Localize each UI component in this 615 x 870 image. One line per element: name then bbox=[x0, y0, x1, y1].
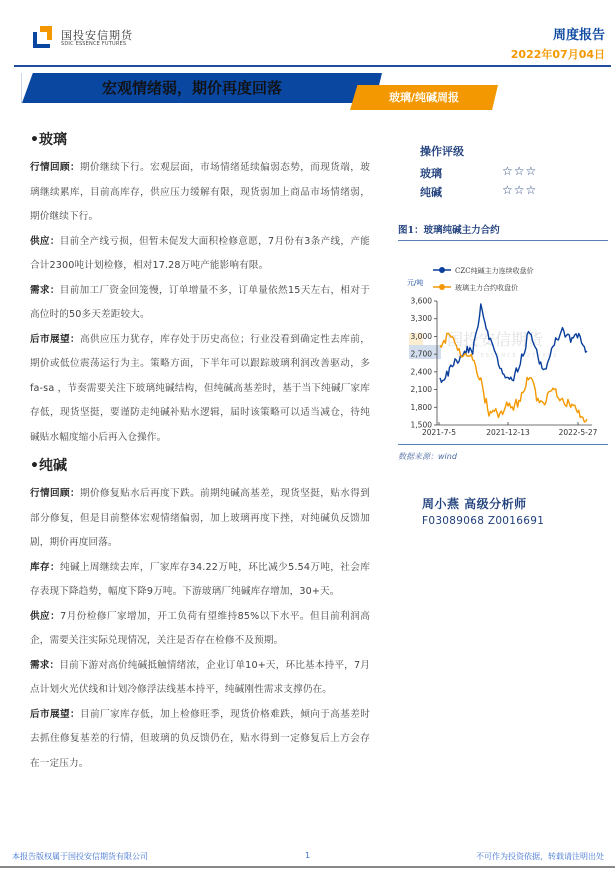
paragraph-text: 目前厂家库存低，加上检修旺季，现货价格难跌，倾向于高基差时去抓住修复基差的行情，但玻璃的负反馈仍在，贴水得到一定修复后上方会存在一定压力。 bbox=[30, 708, 370, 769]
paragraph-text: 期价继续下行。宏观层面，市场情绪延续偏弱态势，而现货端，玻璃继续累库，目前高库存，供应压力缓解有限，现货弱加上商品市场情绪弱，期价继续下行。 bbox=[30, 162, 370, 222]
data-source: 数据来源：wind bbox=[398, 452, 457, 461]
svg-text:3,600: 3,600 bbox=[410, 296, 432, 306]
price-chart bbox=[395, 245, 615, 445]
svg-text:国投安信期货: 国投安信期货 bbox=[447, 330, 544, 349]
paragraph bbox=[30, 605, 370, 654]
page-number: 1 bbox=[305, 851, 311, 860]
paragraph-text: 7月份检修厂家增加，开工负荷有望维持85%以下水平。但目前利润高企，需要关注实际兑现情况，关注是否存在检修不及预期。 bbox=[30, 610, 371, 646]
logo-chinese-name: 国投安信期货 bbox=[61, 29, 133, 42]
star-rating-icon: ☆☆☆ bbox=[502, 183, 538, 197]
paragraph bbox=[30, 230, 370, 279]
paragraph-text: 高供应压力犹存，库存处于历史高位；行业没看到确定性去库前，期价或低位震荡运行为主。策略方面，下半年可以跟踪玻璃利润改善驱动，多fa-sa ，节奏需要关注下玻璃纯碱结构，但纯碱高基差时，基于当下纯碱厂家库存低，现货坚挺，要谨防走纯碱补贴水逻辑，届时该策略可以适当减仓，待纯碱贴水幅度缩小后再入仓操作。 bbox=[30, 333, 370, 443]
paragraph-label: 行情回顾： bbox=[30, 488, 81, 499]
figure-divider bbox=[398, 240, 608, 241]
svg-text:2,700: 2,700 bbox=[410, 349, 432, 359]
svg-text:SDIC ESSENCE FUTURES: SDIC ESSENCE FUTURES bbox=[457, 353, 559, 359]
svg-text:CZC纯碱主力连续收盘价: CZC纯碱主力连续收盘价 bbox=[455, 267, 534, 275]
report-date: 2022年07月04日 bbox=[510, 48, 605, 61]
company-logo bbox=[33, 26, 173, 52]
paragraph-label: 需求： bbox=[30, 659, 60, 671]
logo-icon bbox=[33, 26, 53, 48]
paragraph-text: 目前全产线亏损，但暂未促发大面积检修意愿，7月份有3条产线，产能合计2300吨计划检修，相对17.28万吨产能影响有限。 bbox=[30, 235, 370, 271]
svg-text:2022-5-27: 2022-5-27 bbox=[558, 428, 598, 437]
svg-text:2021-12-13: 2021-12-13 bbox=[486, 428, 530, 437]
section-soda-ash bbox=[30, 454, 370, 776]
paragraph-label: 需求： bbox=[30, 284, 60, 296]
report-title: 宏观情绪弱，期价再度回落 bbox=[101, 79, 282, 97]
disclaimer: 不可作为投资依据，转载请注明出处 bbox=[476, 852, 604, 861]
rating-title: 操作评级 bbox=[420, 145, 464, 158]
paragraph-text: 目前下游对高价纯碱抵触情绪浓，企业订单10+天，环比基本持平，7月点计划火光伏线和计划冷修浮法线基本持平，纯碱刚性需求支撑仍在。 bbox=[30, 659, 370, 695]
svg-text:3,300: 3,300 bbox=[410, 314, 432, 324]
svg-text:1,800: 1,800 bbox=[410, 402, 432, 412]
figure-divider bbox=[398, 444, 608, 445]
svg-text:元/吨: 元/吨 bbox=[407, 279, 424, 287]
analyst-name: 周小燕 高级分析师 bbox=[422, 497, 527, 511]
rating-item-name: 纯碱 bbox=[420, 186, 442, 199]
paragraph bbox=[30, 328, 370, 451]
svg-text:2,100: 2,100 bbox=[410, 385, 432, 395]
paragraph-label: 供应： bbox=[30, 610, 61, 622]
section-heading: •纯碱 bbox=[30, 458, 67, 474]
paragraph-label: 库存： bbox=[30, 561, 60, 573]
footer-divider bbox=[0, 866, 615, 868]
paragraph-text: 纯碱上周继续去库，厂家库存34.22万吨，环比减少5.54万吨，社会库存表现下降趋势，幅度下降9万吨。下游玻璃厂纯碱库存增加，30+天。 bbox=[30, 561, 371, 597]
paragraph-label: 后市展望： bbox=[30, 708, 81, 720]
paragraph bbox=[30, 279, 370, 328]
paragraph-text: 期价修复贴水后再度下跌。前期纯碱高基差，现货坚挺，贴水得到部分修复，但是目前整体宏观情绪偏弱，加上玻璃再度下挫，对纯碱负反馈加剧，期价再度回落。 bbox=[30, 488, 370, 548]
paragraph bbox=[30, 482, 370, 556]
analysis-column bbox=[30, 128, 370, 776]
page-footer bbox=[0, 847, 615, 867]
paragraph bbox=[30, 556, 370, 605]
analyst-license-ids: F03089068 Z0016691 bbox=[422, 515, 545, 527]
section-glass bbox=[30, 128, 370, 450]
paragraph-label: 后市展望： bbox=[30, 333, 81, 345]
paragraph bbox=[30, 156, 370, 230]
logo-english-name: SDIC ESSENCE FUTURES bbox=[61, 41, 127, 47]
paragraph-label: 供应： bbox=[30, 235, 60, 247]
paragraph-label: 行情回顾： bbox=[30, 162, 81, 173]
paragraph bbox=[30, 703, 370, 777]
svg-text:玻璃主力合约收盘价: 玻璃主力合约收盘价 bbox=[455, 284, 518, 292]
paragraph-text: 目前加工厂资金回笼慢，订单增量不多，订单量依然15天左右，相对于高位时的50多天差距较大。 bbox=[30, 284, 370, 320]
rating-item-name: 玻璃 bbox=[420, 167, 442, 180]
svg-text:1,500: 1,500 bbox=[410, 420, 432, 430]
report-subtitle: 玻璃/纯碱周报 bbox=[388, 91, 460, 104]
header-divider bbox=[14, 65, 611, 67]
star-rating-icon: ☆☆☆ bbox=[502, 164, 538, 178]
section-heading: •玻璃 bbox=[30, 132, 67, 148]
figure-title: 图1：玻璃纯碱主力合约 bbox=[398, 225, 500, 236]
svg-text:3,000: 3,000 bbox=[410, 331, 432, 341]
report-type: 周度报告 bbox=[552, 28, 605, 43]
paragraph bbox=[30, 654, 370, 703]
copyright-notice: 本报告版权属于国投安信期货有限公司 bbox=[12, 852, 148, 861]
svg-text:2,400: 2,400 bbox=[410, 367, 432, 377]
svg-text:2021-7-5: 2021-7-5 bbox=[421, 428, 457, 437]
chart-legend bbox=[407, 266, 534, 292]
